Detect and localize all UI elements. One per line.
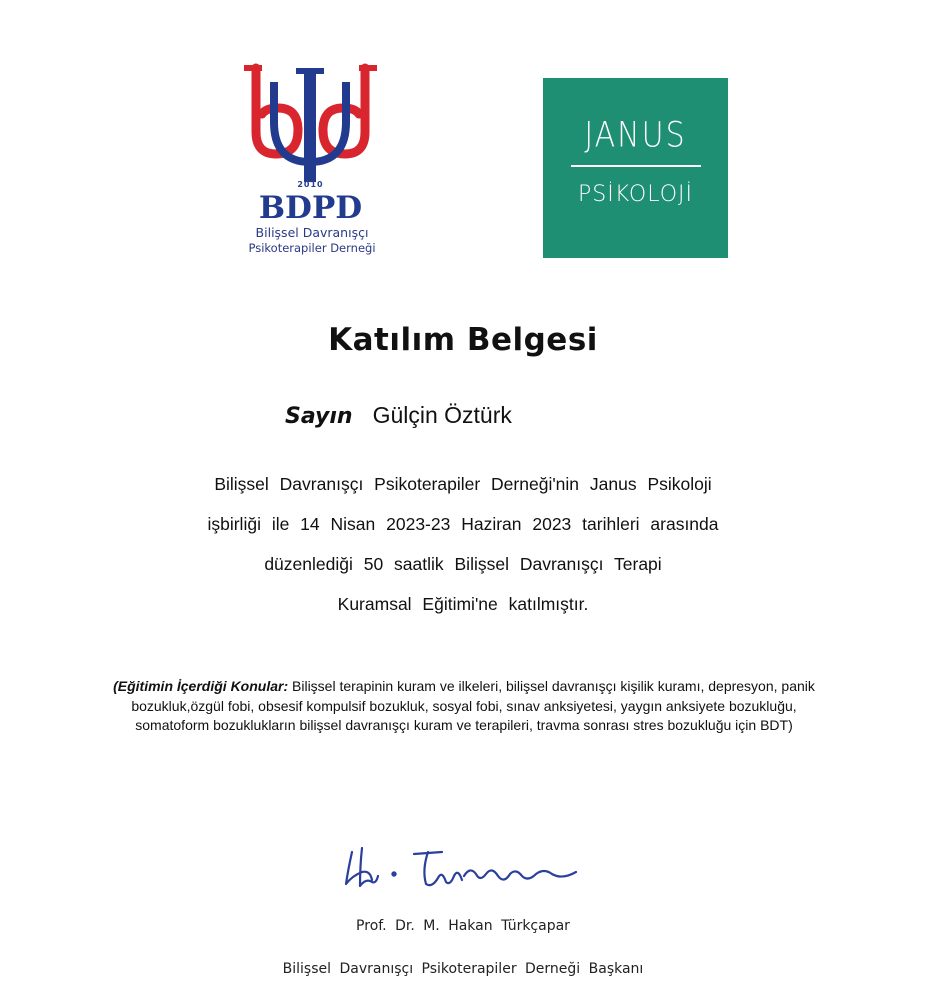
bdpd-logo [238, 62, 383, 262]
janus-divider [571, 165, 701, 167]
janus-logo [543, 78, 728, 258]
bdpd-name-line2: Psikoterapiler Derneği [248, 241, 376, 255]
certificate-title: Katılım Belgesi [328, 322, 598, 358]
bdpd-name-line1: Bilişsel Davranışçı [255, 225, 369, 240]
certificate-body [0, 472, 926, 632]
topics-text: Bilişsel terapinin kuram ve ilkeleri, bilişsel davranışçı kişilik kuramı, depresyon, panik bozukluk,özgül fobi, obsesif kompulsif bozukluk, sosyal fobi, sınav anksiyetesi, yaygın anksiyete bozukluğu, somatoform bozuklukların bilişsel davranışçı kuram ve terapileri, travma sonrası stres bozukluğu için BDT) [131, 678, 815, 733]
body-line: Kuramsal Eğitimi'ne katılmıştır. [337, 594, 589, 614]
bdpd-year: 2010 [297, 180, 324, 189]
handwritten-signature [342, 840, 592, 904]
body-line: Bilişsel Davranışçı Psikoterapiler Derneği'nin Janus Psikoloji [214, 474, 712, 494]
janus-title: JANUS [584, 115, 687, 156]
recipient-name: Gülçin Öztürk [372, 402, 512, 428]
signer-name: Prof. Dr. M. Hakan Türkçapar [356, 918, 570, 934]
signer-role: Bilişsel Davranışçı Psikoterapiler Derneği Başkanı [282, 961, 644, 977]
training-topics [108, 677, 820, 736]
salutation-word: Sayın [285, 404, 353, 429]
body-line: işbirliği ile 14 Nisan 2023-23 Haziran 2023 tarihleri arasında [207, 514, 719, 534]
topics-label: (Eğitimin İçerdiği Konular: [113, 678, 289, 694]
body-line: düzenlediği 50 saatlik Bilişsel Davranışçı Terapi [264, 554, 662, 574]
salutation [285, 402, 512, 429]
bdpd-psi-emblem [238, 62, 383, 187]
bdpd-abbreviation: BDPD [258, 190, 363, 226]
janus-subtitle: PSİKOLOJİ [577, 182, 694, 207]
